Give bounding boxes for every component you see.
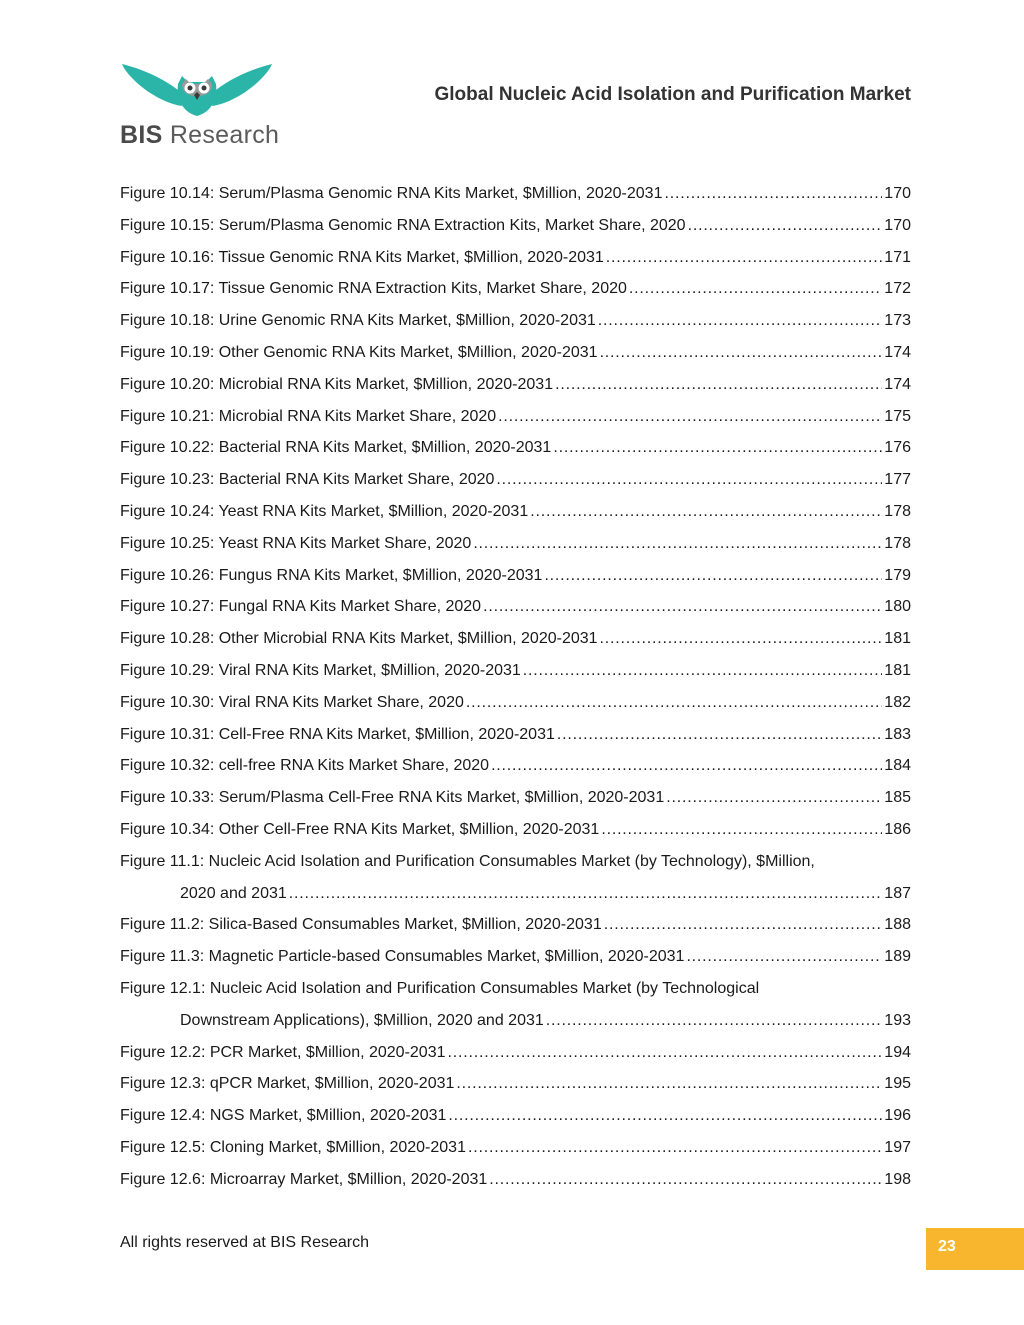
toc-entry-page: 197 [884,1138,911,1156]
toc-dot-leader [664,178,882,210]
toc-entry-label: Figure 12.1: Nucleic Acid Isolation and Purification Consumables Market (by Technological [120,979,760,997]
toc-dot-leader [289,878,883,910]
toc-dot-leader [606,242,883,274]
toc-dot-leader [598,305,883,337]
toc-entry[interactable] [120,1100,911,1132]
toc-entry-page: 170 [884,216,911,234]
toc-entry-page: 178 [884,502,911,520]
toc-entry-label: Figure 10.17: Tissue Genomic RNA Extraction Kits, Market Share, 2020 [120,280,627,298]
toc-dot-leader [523,655,883,687]
toc-dot-leader [604,909,883,941]
toc-entry-page: 174 [884,343,911,361]
toc-entry-page: 172 [884,280,911,298]
toc-entry[interactable] [120,750,911,782]
toc-entry-page: 174 [884,375,911,393]
toc-entry[interactable] [120,178,911,210]
bis-research-logo [120,62,280,152]
toc-dot-leader [483,591,882,623]
toc-entry[interactable] [120,1132,911,1164]
toc-dot-leader [473,528,882,560]
toc-entry[interactable] [120,369,911,401]
toc-entry[interactable] [120,464,911,496]
toc-dot-leader [530,496,882,528]
toc-entry-continuation[interactable] [120,878,911,910]
toc-entry-page: 196 [884,1107,911,1125]
toc-entry-label: Figure 10.25: Yeast RNA Kits Market Share, 2020 [120,534,472,552]
toc-entry-page: 170 [884,185,911,202]
toc-dot-leader [468,1132,882,1164]
toc-entry-page: 186 [884,820,911,838]
toc-entry-page: 183 [884,725,911,743]
toc-entry-label: Figure 10.16: Tissue Genomic RNA Kits Market, $Million, 2020-2031 [120,248,604,266]
toc-dot-leader [544,560,882,592]
toc-entry-label: Figure 11.2: Silica-Based Consumables Market, $Million, 2020-2031 [120,916,602,934]
toc-entry-page: 181 [884,630,911,648]
toc-entry-page: 180 [884,598,911,616]
toc-entry-page: 178 [884,534,911,552]
toc-entry-label: Figure 10.15: Serum/Plasma Genomic RNA Extraction Kits, Market Share, 2020 [120,216,686,234]
toc-entry[interactable] [120,846,911,878]
toc-entry[interactable] [120,1164,911,1196]
toc-entry-page: 187 [884,884,911,902]
toc-entry[interactable] [120,210,911,242]
toc-entry-label: Figure 11.1: Nucleic Acid Isolation and Purification Consumables Market (by Technology), $Million, [120,852,815,870]
toc-entry[interactable] [120,1068,911,1100]
toc-dot-leader [688,210,883,242]
toc-entry[interactable] [120,655,911,687]
toc-entry-page: 193 [884,1011,911,1029]
owl-logo-icon [120,62,280,120]
toc-entry[interactable] [120,782,911,814]
logo-wordmark: BIS Research [120,121,280,149]
toc-entry-label-continued: Downstream Applications), $Million, 2020 and 2031 [180,1011,544,1029]
toc-entry-label: Figure 10.28: Other Microbial RNA Kits Market, $Million, 2020-2031 [120,630,598,648]
toc-dot-leader [546,1005,883,1037]
toc-entry-label: Figure 10.23: Bacterial RNA Kits Market Share, 2020 [120,471,495,489]
toc-dot-leader [666,782,882,814]
toc-dot-leader [466,687,882,719]
toc-dot-leader [555,369,882,401]
toc-entry[interactable] [120,560,911,592]
toc-entry-label: Figure 12.4: NGS Market, $Million, 2020-2031 [120,1107,447,1125]
toc-entry[interactable] [120,496,911,528]
toc-entry[interactable] [120,814,911,846]
toc-dot-leader [601,814,882,846]
toc-entry-label: Figure 10.32: cell-free RNA Kits Market Share, 2020 [120,757,490,775]
toc-entry-label: Figure 12.6: Microarray Market, $Million, 2020-2031 [120,1170,488,1188]
toc-entry-label: Figure 10.19: Other Genomic RNA Kits Market, $Million, 2020-2031 [120,343,598,361]
page-number-badge [926,1228,1024,1270]
toc-entry-page: 194 [884,1043,911,1061]
toc-dot-leader [686,941,882,973]
toc-entry-label: Figure 10.22: Bacterial RNA Kits Market, $Million, 2020-2031 [120,439,552,457]
toc-entry-label: Figure 10.26: Fungus RNA Kits Market, $Million, 2020-2031 [120,566,543,584]
toc-entry-page: 195 [884,1075,911,1093]
toc-entry[interactable] [120,273,911,305]
toc-entry-label: Figure 10.31: Cell-Free RNA Kits Market, $Million, 2020-2031 [120,725,555,743]
toc-entry[interactable] [120,401,911,433]
toc-entry-label: Figure 10.21: Microbial RNA Kits Market Share, 2020 [120,407,497,425]
footer-copyright: All rights reserved at BIS Research [120,1234,369,1251]
toc-entry[interactable] [120,719,911,751]
toc-entry-label: Figure 10.14: Serum/Plasma Genomic RNA Kits Market, $Million, 2020-2031 [120,185,663,202]
toc-entry-page: 177 [884,471,911,489]
toc-entry-label: Figure 10.20: Microbial RNA Kits Market, $Million, 2020-2031 [120,375,554,393]
toc-entry[interactable] [120,973,911,1005]
toc-entry-label: Figure 10.30: Viral RNA Kits Market Share, 2020 [120,693,464,711]
toc-entry[interactable] [120,305,911,337]
toc-dot-leader [600,337,883,369]
toc-dot-leader [448,1037,883,1069]
toc-entry-continuation[interactable] [120,1005,911,1037]
toc-entry-label: Figure 12.2: PCR Market, $Million, 2020-2031 [120,1043,446,1061]
toc-entry-page: 173 [884,312,911,330]
toc-entry[interactable] [120,591,911,623]
table-of-figures [120,178,911,1196]
toc-entry-label: Figure 12.3: qPCR Market, $Million, 2020-2031 [120,1075,455,1093]
toc-dot-leader [557,719,882,751]
toc-entry[interactable] [120,1037,911,1069]
toc-dot-leader [496,464,882,496]
document-title: Global Nucleic Acid Isolation and Purification Market [434,84,911,105]
toc-entry-label: Figure 10.34: Other Cell-Free RNA Kits Market, $Million, 2020-2031 [120,820,600,838]
toc-entry[interactable] [120,337,911,369]
toc-entry[interactable] [120,909,911,941]
toc-entry-label-continued: 2020 and 2031 [180,884,287,902]
toc-dot-leader [448,1100,882,1132]
toc-dot-leader [498,401,882,433]
toc-entry-label: Figure 10.24: Yeast RNA Kits Market, $Million, 2020-2031 [120,502,529,520]
toc-dot-leader [600,623,883,655]
toc-entry-label: Figure 10.33: Serum/Plasma Cell-Free RNA Kits Market, $Million, 2020-2031 [120,789,665,807]
toc-entry-label: Figure 10.18: Urine Genomic RNA Kits Market, $Million, 2020-2031 [120,312,596,330]
toc-entry[interactable] [120,528,911,560]
toc-entry-page: 198 [884,1170,911,1188]
toc-dot-leader [491,750,882,782]
toc-entry-page: 171 [884,248,911,266]
toc-dot-leader [629,273,882,305]
toc-entry-page: 179 [884,566,911,584]
toc-entry-page: 182 [884,693,911,711]
toc-dot-leader [456,1068,882,1100]
toc-entry-page: 181 [884,661,911,679]
toc-entry[interactable] [120,623,911,655]
toc-entry-page: 185 [884,789,911,807]
toc-entry-page: 176 [884,439,911,457]
toc-entry[interactable] [120,687,911,719]
toc-entry-page: 184 [884,757,911,775]
toc-entry-label: Figure 10.27: Fungal RNA Kits Market Share, 2020 [120,598,482,616]
toc-entry-label: Figure 12.5: Cloning Market, $Million, 2020-2031 [120,1138,466,1156]
toc-entry-page: 189 [884,948,911,966]
toc-entry[interactable] [120,242,911,274]
toc-dot-leader [489,1164,882,1196]
toc-entry-label: Figure 11.3: Magnetic Particle-based Consumables Market, $Million, 2020-2031 [120,948,685,966]
toc-entry-page: 188 [884,916,911,934]
toc-entry[interactable] [120,941,911,973]
page-number: 23 [938,1238,956,1255]
toc-dot-leader [553,432,882,464]
toc-entry-page: 175 [884,407,911,425]
toc-entry[interactable] [120,432,911,464]
toc-entry-label: Figure 10.29: Viral RNA Kits Market, $Million, 2020-2031 [120,661,521,679]
